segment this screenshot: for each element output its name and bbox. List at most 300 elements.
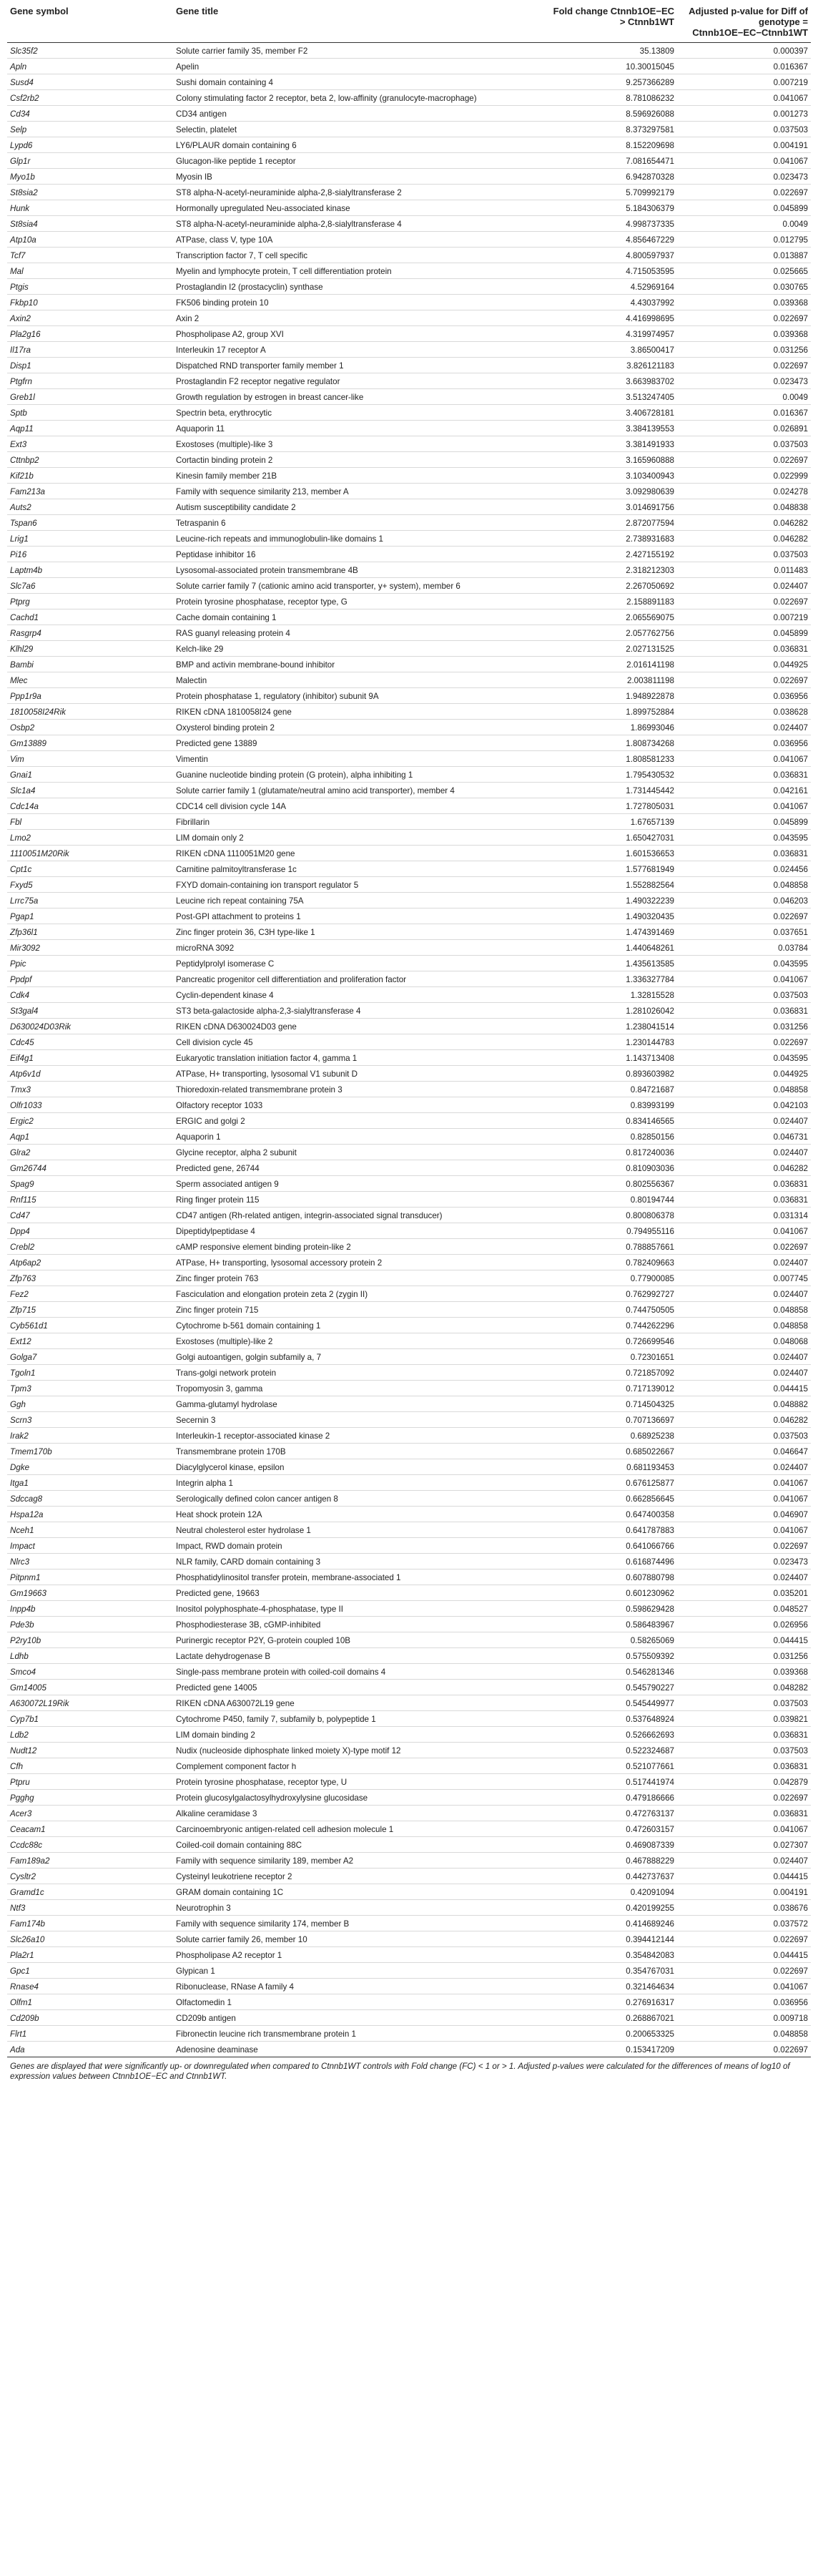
p-value-cell: 0.045899 (677, 625, 811, 641)
table-row (7, 1082, 811, 1097)
p-value-cell: 0.027307 (677, 1837, 811, 1853)
gene-symbol-cell: Cd34 (7, 106, 173, 122)
table-row (7, 1019, 811, 1034)
gene-symbol-cell: P2ry10b (7, 1632, 173, 1648)
gene-title-cell: Purinergic receptor P2Y, G-protein coupled 10B (173, 1632, 545, 1648)
fold-change-cell: 0.546281346 (545, 1664, 677, 1680)
p-value-cell: 0.043595 (677, 956, 811, 971)
gene-title-cell: Fibronectin leucine rich transmembrane protein 1 (173, 2026, 545, 2042)
p-value-cell: 0.046731 (677, 1129, 811, 1145)
p-value-cell: 0.046282 (677, 1160, 811, 1176)
table-row (7, 1491, 811, 1507)
table-row (7, 185, 811, 200)
gene-symbol-cell: Myo1b (7, 169, 173, 185)
gene-title-cell: Solute carrier family 1 (glutamate/neutral amino acid transporter), member 4 (173, 783, 545, 798)
fold-change-cell: 0.834146565 (545, 1113, 677, 1129)
gene-title-cell: LIM domain binding 2 (173, 1727, 545, 1743)
gene-symbol-cell: Flrt1 (7, 2026, 173, 2042)
table-row (7, 783, 811, 798)
p-value-cell: 0.024407 (677, 1459, 811, 1475)
gene-title-cell: Single-pass membrane protein with coiled-coil domains 4 (173, 1664, 545, 1680)
gene-symbol-cell: Pitpnm1 (7, 1569, 173, 1585)
gene-symbol-cell: Fxyd5 (7, 877, 173, 893)
p-value-cell: 0.022697 (677, 1034, 811, 1050)
table-row (7, 248, 811, 263)
table-row (7, 609, 811, 625)
gene-symbol-cell: Osbp2 (7, 720, 173, 735)
p-value-cell: 0.048858 (677, 1082, 811, 1097)
p-value-cell: 0.045899 (677, 200, 811, 216)
gene-title-cell: Phosphodiesterase 3B, cGMP-inhibited (173, 1617, 545, 1632)
p-value-cell: 0.016367 (677, 405, 811, 421)
gene-symbol-cell: Nlrc3 (7, 1554, 173, 1569)
p-value-cell: 0.001273 (677, 106, 811, 122)
p-value-cell: 0.024407 (677, 1349, 811, 1365)
gene-title-cell: Alkaline ceramidase 3 (173, 1806, 545, 1821)
gene-symbol-cell: Ptprg (7, 594, 173, 609)
p-value-cell: 0.036831 (677, 1176, 811, 1192)
gene-symbol-cell: Cysltr2 (7, 1869, 173, 1884)
fold-change-cell: 8.781086232 (545, 90, 677, 106)
fold-change-cell: 3.663983702 (545, 373, 677, 389)
table-row (7, 43, 811, 59)
gene-title-cell: NLR family, CARD domain containing 3 (173, 1554, 545, 1569)
gene-title-cell: Phospholipase A2 receptor 1 (173, 1947, 545, 1963)
gene-title-cell: Trans-golgi network protein (173, 1365, 545, 1381)
p-value-cell: 0.043595 (677, 1050, 811, 1066)
fold-change-cell: 1.474391469 (545, 924, 677, 940)
table-row (7, 153, 811, 169)
fold-change-cell: 0.717139012 (545, 1381, 677, 1396)
gene-symbol-cell: Mlec (7, 672, 173, 688)
gene-symbol-cell: Ccdc88c (7, 1837, 173, 1853)
gene-title-cell: Malectin (173, 672, 545, 688)
gene-symbol-cell: Impact (7, 1538, 173, 1554)
fold-change-cell: 1.490320435 (545, 909, 677, 924)
gene-symbol-cell: Sptb (7, 405, 173, 421)
gene-symbol-cell: Zfp763 (7, 1270, 173, 1286)
fold-change-cell: 1.808581233 (545, 751, 677, 767)
table-row (7, 641, 811, 657)
fold-change-cell: 0.354842083 (545, 1947, 677, 1963)
gene-symbol-cell: Cpt1c (7, 861, 173, 877)
p-value-cell: 0.043595 (677, 830, 811, 846)
gene-symbol-cell: Mir3092 (7, 940, 173, 956)
gene-title-cell: Neurotrophin 3 (173, 1900, 545, 1916)
fold-change-cell: 2.057762756 (545, 625, 677, 641)
gene-title-cell: Predicted gene, 19663 (173, 1585, 545, 1601)
gene-title-cell: BMP and activin membrane-bound inhibitor (173, 657, 545, 672)
p-value-cell: 0.044415 (677, 1381, 811, 1396)
table-row (7, 672, 811, 688)
gene-symbol-cell: Glp1r (7, 153, 173, 169)
gene-symbol-cell: Spag9 (7, 1176, 173, 1192)
gene-symbol-cell: Disp1 (7, 358, 173, 373)
fold-change-cell: 0.794955116 (545, 1223, 677, 1239)
table-row (7, 1003, 811, 1019)
table-row (7, 1837, 811, 1853)
p-value-cell: 0.0049 (677, 389, 811, 405)
table-row (7, 688, 811, 704)
table-row (7, 2042, 811, 2057)
fold-change-cell: 0.472603157 (545, 1821, 677, 1837)
table-row (7, 1349, 811, 1365)
p-value-cell: 0.03784 (677, 940, 811, 956)
gene-title-cell: Serologically defined colon cancer antigen 8 (173, 1491, 545, 1507)
p-value-cell: 0.023473 (677, 373, 811, 389)
fold-change-cell: 3.092980639 (545, 484, 677, 499)
p-value-cell: 0.048858 (677, 1318, 811, 1333)
table-row (7, 798, 811, 814)
gene-title-cell: Solute carrier family 7 (cationic amino acid transporter, y+ system), member 6 (173, 578, 545, 594)
table-row (7, 1900, 811, 1916)
gene-title-cell: Selectin, platelet (173, 122, 545, 137)
gene-symbol-cell: Fam174b (7, 1916, 173, 1931)
p-value-cell: 0.022697 (677, 310, 811, 326)
gene-title-cell: Interleukin-1 receptor-associated kinase 2 (173, 1428, 545, 1444)
gene-symbol-cell: A630072L19Rik (7, 1695, 173, 1711)
gene-symbol-cell: Pi16 (7, 547, 173, 562)
gene-symbol-cell: Hspa12a (7, 1507, 173, 1522)
gene-symbol-cell: Olfr1033 (7, 1097, 173, 1113)
gene-title-cell: Heat shock protein 12A (173, 1507, 545, 1522)
fold-change-cell: 0.893603982 (545, 1066, 677, 1082)
fold-change-cell: 3.826121183 (545, 358, 677, 373)
gene-title-cell: Zinc finger protein 763 (173, 1270, 545, 1286)
fold-change-cell: 0.616874496 (545, 1554, 677, 1569)
gene-title-cell: Fasciculation and elongation protein zeta 2 (zygin II) (173, 1286, 545, 1302)
table-row (7, 1869, 811, 1884)
gene-title-cell: Protein glucosylgalactosylhydroxylysine glucosidase (173, 1790, 545, 1806)
table-row (7, 1994, 811, 2010)
gene-symbol-cell: Cd209b (7, 2010, 173, 2026)
fold-change-cell: 4.856467229 (545, 232, 677, 248)
p-value-cell: 0.041067 (677, 971, 811, 987)
table-row (7, 1365, 811, 1381)
fold-change-cell: 1.281026042 (545, 1003, 677, 1019)
gene-symbol-cell: Slc26a10 (7, 1931, 173, 1947)
gene-symbol-cell: Pgap1 (7, 909, 173, 924)
fold-change-cell: 0.153417209 (545, 2042, 677, 2057)
fold-change-cell: 0.321464634 (545, 1979, 677, 1994)
table-row (7, 1617, 811, 1632)
gene-title-cell: Prostaglandin F2 receptor negative regulator (173, 373, 545, 389)
fold-change-cell: 0.802556367 (545, 1176, 677, 1192)
gene-title-cell: Glycine receptor, alpha 2 subunit (173, 1145, 545, 1160)
p-value-cell: 0.037503 (677, 436, 811, 452)
p-value-cell: 0.036831 (677, 1758, 811, 1774)
fold-change-cell: 5.709992179 (545, 185, 677, 200)
fold-change-cell: 1.552882564 (545, 877, 677, 893)
gene-symbol-cell: Selp (7, 122, 173, 137)
gene-table (7, 4, 811, 2057)
gene-symbol-cell: Dpp4 (7, 1223, 173, 1239)
fold-change-cell: 0.420199255 (545, 1900, 677, 1916)
p-value-cell: 0.022697 (677, 909, 811, 924)
p-value-cell: 0.009718 (677, 2010, 811, 2026)
fold-change-cell: 0.526662693 (545, 1727, 677, 1743)
gene-title-cell: Interleukin 17 receptor A (173, 342, 545, 358)
gene-title-cell: Olfactomedin 1 (173, 1994, 545, 2010)
table-row (7, 846, 811, 861)
p-value-cell: 0.036831 (677, 641, 811, 657)
fold-change-cell: 0.479186666 (545, 1790, 677, 1806)
table-row (7, 1444, 811, 1459)
p-value-cell: 0.024407 (677, 1365, 811, 1381)
fold-change-cell: 0.469087339 (545, 1837, 677, 1853)
p-value-cell: 0.023473 (677, 169, 811, 185)
gene-title-cell: Apelin (173, 59, 545, 74)
table-row (7, 1270, 811, 1286)
p-value-cell: 0.024407 (677, 1113, 811, 1129)
gene-symbol-cell: Tcf7 (7, 248, 173, 263)
table-row (7, 1333, 811, 1349)
p-value-cell: 0.039368 (677, 326, 811, 342)
fold-change-cell: 35.13809 (545, 43, 677, 59)
gene-symbol-cell: Cttnbp2 (7, 452, 173, 468)
fold-change-cell: 2.318212303 (545, 562, 677, 578)
p-value-cell: 0.041067 (677, 1979, 811, 1994)
table-row (7, 1554, 811, 1569)
gene-symbol-cell: Nudt12 (7, 1743, 173, 1758)
gene-symbol-cell: Glra2 (7, 1145, 173, 1160)
gene-symbol-cell: Gm26744 (7, 1160, 173, 1176)
gene-symbol-cell: Lmo2 (7, 830, 173, 846)
gene-title-cell: ERGIC and golgi 2 (173, 1113, 545, 1129)
gene-symbol-cell: Aqp11 (7, 421, 173, 436)
table-row (7, 468, 811, 484)
fold-change-cell: 0.42091094 (545, 1884, 677, 1900)
p-value-cell: 0.024456 (677, 861, 811, 877)
fold-change-cell: 1.727805031 (545, 798, 677, 814)
gene-symbol-cell: Ppic (7, 956, 173, 971)
fold-change-cell: 8.152209698 (545, 137, 677, 153)
p-value-cell: 0.037503 (677, 1695, 811, 1711)
table-row (7, 1916, 811, 1931)
p-value-cell: 0.046282 (677, 515, 811, 531)
gene-symbol-cell: Cd47 (7, 1208, 173, 1223)
fold-change-cell: 0.200653325 (545, 2026, 677, 2042)
table-row (7, 971, 811, 987)
gene-symbol-cell: Zfp715 (7, 1302, 173, 1318)
gene-title-cell: ATPase, H+ transporting, lysosomal V1 subunit D (173, 1066, 545, 1082)
gene-title-cell: Gamma-glutamyl hydrolase (173, 1396, 545, 1412)
gene-symbol-cell: Kif21b (7, 468, 173, 484)
p-value-cell: 0.042103 (677, 1097, 811, 1113)
gene-symbol-cell: Susd4 (7, 74, 173, 90)
p-value-cell: 0.013887 (677, 248, 811, 263)
fold-change-cell: 6.942870328 (545, 169, 677, 185)
p-value-cell: 0.022697 (677, 1538, 811, 1554)
p-value-cell: 0.007745 (677, 1270, 811, 1286)
gene-title-cell: ATPase, H+ transporting, lysosomal accessory protein 2 (173, 1255, 545, 1270)
fold-change-cell: 0.726699546 (545, 1333, 677, 1349)
gene-symbol-cell: Gm13889 (7, 735, 173, 751)
fold-change-cell: 0.68925238 (545, 1428, 677, 1444)
gene-title-cell: Protein tyrosine phosphatase, receptor type, U (173, 1774, 545, 1790)
header-gene-symbol: Gene symbol (7, 4, 173, 43)
gene-symbol-cell: Gm19663 (7, 1585, 173, 1601)
table-row (7, 1601, 811, 1617)
header-row (7, 4, 811, 43)
table-row (7, 1113, 811, 1129)
fold-change-cell: 0.707136697 (545, 1412, 677, 1428)
table-row (7, 956, 811, 971)
gene-symbol-cell: Ppdpf (7, 971, 173, 987)
gene-symbol-cell: Tgoln1 (7, 1365, 173, 1381)
gene-symbol-cell: Laptm4b (7, 562, 173, 578)
fold-change-cell: 1.490322239 (545, 893, 677, 909)
gene-symbol-cell: Axin2 (7, 310, 173, 326)
table-row (7, 1507, 811, 1522)
table-row (7, 1774, 811, 1790)
gene-symbol-cell: 1110051M20Rik (7, 846, 173, 861)
gene-symbol-cell: Eif4g1 (7, 1050, 173, 1066)
fold-change-cell: 3.014691756 (545, 499, 677, 515)
p-value-cell: 0.037651 (677, 924, 811, 940)
p-value-cell: 0.036831 (677, 1192, 811, 1208)
fold-change-cell: 9.257366289 (545, 74, 677, 90)
gene-title-cell: FK506 binding protein 10 (173, 295, 545, 310)
fold-change-cell: 1.230144783 (545, 1034, 677, 1050)
table-row (7, 421, 811, 436)
fold-change-cell: 0.601230962 (545, 1585, 677, 1601)
fold-change-cell: 0.744750505 (545, 1302, 677, 1318)
gene-symbol-cell: Gramd1c (7, 1884, 173, 1900)
gene-title-cell: Neutral cholesterol ester hydrolase 1 (173, 1522, 545, 1538)
fold-change-cell: 4.998737335 (545, 216, 677, 232)
table-body (7, 43, 811, 2057)
p-value-cell: 0.023473 (677, 1554, 811, 1569)
table-row (7, 830, 811, 846)
p-value-cell: 0.012795 (677, 232, 811, 248)
table-row (7, 342, 811, 358)
p-value-cell: 0.048282 (677, 1680, 811, 1695)
gene-symbol-cell: Tspan6 (7, 515, 173, 531)
table-row (7, 1381, 811, 1396)
table-row (7, 940, 811, 956)
gene-symbol-cell: Ptpru (7, 1774, 173, 1790)
gene-symbol-cell: Ada (7, 2042, 173, 2057)
gene-symbol-cell: D630024D03Rik (7, 1019, 173, 1034)
gene-title-cell: Diacylglycerol kinase, epsilon (173, 1459, 545, 1475)
gene-symbol-cell: Fam189a2 (7, 1853, 173, 1869)
fold-change-cell: 0.744262296 (545, 1318, 677, 1333)
table-row (7, 578, 811, 594)
gene-title-cell: Protein phosphatase 1, regulatory (inhibitor) subunit 9A (173, 688, 545, 704)
p-value-cell: 0.041067 (677, 90, 811, 106)
fold-change-cell: 3.406728181 (545, 405, 677, 421)
table-row (7, 1806, 811, 1821)
table-row (7, 1223, 811, 1239)
gene-symbol-cell: Slc35f2 (7, 43, 173, 59)
gene-symbol-cell: Rasgrp4 (7, 625, 173, 641)
p-value-cell: 0.037572 (677, 1916, 811, 1931)
gene-symbol-cell: Slc7a6 (7, 578, 173, 594)
gene-title-cell: microRNA 3092 (173, 940, 545, 956)
p-value-cell: 0.041067 (677, 1491, 811, 1507)
gene-title-cell: Sushi domain containing 4 (173, 74, 545, 90)
gene-title-cell: RIKEN cDNA 1810058I24 gene (173, 704, 545, 720)
gene-symbol-cell: Atp10a (7, 232, 173, 248)
gene-title-cell: Cytochrome P450, family 7, subfamily b, polypeptide 1 (173, 1711, 545, 1727)
table-row (7, 1979, 811, 1994)
fold-change-cell: 4.715053595 (545, 263, 677, 279)
fold-change-cell: 8.373297581 (545, 122, 677, 137)
gene-symbol-cell: Cyp7b1 (7, 1711, 173, 1727)
fold-change-cell: 1.808734268 (545, 735, 677, 751)
table-row (7, 1632, 811, 1648)
gene-title-cell: Family with sequence similarity 213, member A (173, 484, 545, 499)
gene-title-cell: Cysteinyl leukotriene receptor 2 (173, 1869, 545, 1884)
gene-title-cell: Glypican 1 (173, 1963, 545, 1979)
p-value-cell: 0.042161 (677, 783, 811, 798)
gene-symbol-cell: Lrrc75a (7, 893, 173, 909)
fold-change-cell: 0.762992727 (545, 1286, 677, 1302)
gene-symbol-cell: Pde3b (7, 1617, 173, 1632)
table-row (7, 1396, 811, 1412)
p-value-cell: 0.022697 (677, 672, 811, 688)
gene-symbol-cell: Cdc45 (7, 1034, 173, 1050)
fold-change-cell: 3.513247405 (545, 389, 677, 405)
gene-symbol-cell: Ceacam1 (7, 1821, 173, 1837)
p-value-cell: 0.048858 (677, 2026, 811, 2042)
fold-change-cell: 4.800597937 (545, 248, 677, 263)
p-value-cell: 0.031256 (677, 1648, 811, 1664)
gene-title-cell: Zinc finger protein 36, C3H type-like 1 (173, 924, 545, 940)
gene-symbol-cell: Ext12 (7, 1333, 173, 1349)
gene-title-cell: Axin 2 (173, 310, 545, 326)
gene-symbol-cell: Lypd6 (7, 137, 173, 153)
gene-symbol-cell: Pgghg (7, 1790, 173, 1806)
gene-title-cell: Zinc finger protein 715 (173, 1302, 545, 1318)
gene-title-cell: Tetraspanin 6 (173, 515, 545, 531)
fold-change-cell: 0.685022667 (545, 1444, 677, 1459)
fold-change-cell: 0.82850156 (545, 1129, 677, 1145)
p-value-cell: 0.022697 (677, 358, 811, 373)
fold-change-cell: 0.414689246 (545, 1916, 677, 1931)
table-row (7, 562, 811, 578)
table-row (7, 484, 811, 499)
table-row (7, 1050, 811, 1066)
fold-change-cell: 0.354767031 (545, 1963, 677, 1979)
gene-title-cell: Exostoses (multiple)-like 2 (173, 1333, 545, 1349)
table-row (7, 1695, 811, 1711)
p-value-cell: 0.024407 (677, 1255, 811, 1270)
table-row (7, 1585, 811, 1601)
fold-change-cell: 1.67657139 (545, 814, 677, 830)
gene-symbol-cell: Ldhb (7, 1648, 173, 1664)
p-value-cell: 0.039368 (677, 1664, 811, 1680)
gene-symbol-cell: Tmx3 (7, 1082, 173, 1097)
gene-title-cell: Colony stimulating factor 2 receptor, beta 2, low-affinity (granulocyte-macrophage) (173, 90, 545, 106)
table-row (7, 861, 811, 877)
p-value-cell: 0.044925 (677, 657, 811, 672)
gene-title-cell: RIKEN cDNA D630024D03 gene (173, 1019, 545, 1034)
p-value-cell: 0.024407 (677, 578, 811, 594)
p-value-cell: 0.042879 (677, 1774, 811, 1790)
gene-title-cell: Oxysterol binding protein 2 (173, 720, 545, 735)
gene-symbol-cell: Crebl2 (7, 1239, 173, 1255)
gene-symbol-cell: Dgke (7, 1459, 173, 1475)
fold-change-cell: 3.381491933 (545, 436, 677, 452)
table-row (7, 1302, 811, 1318)
gene-symbol-cell: Fez2 (7, 1286, 173, 1302)
gene-title-cell: Peptidylprolyl isomerase C (173, 956, 545, 971)
table-row (7, 1475, 811, 1491)
gene-symbol-cell: Tpm3 (7, 1381, 173, 1396)
gene-title-cell: Sperm associated antigen 9 (173, 1176, 545, 1192)
